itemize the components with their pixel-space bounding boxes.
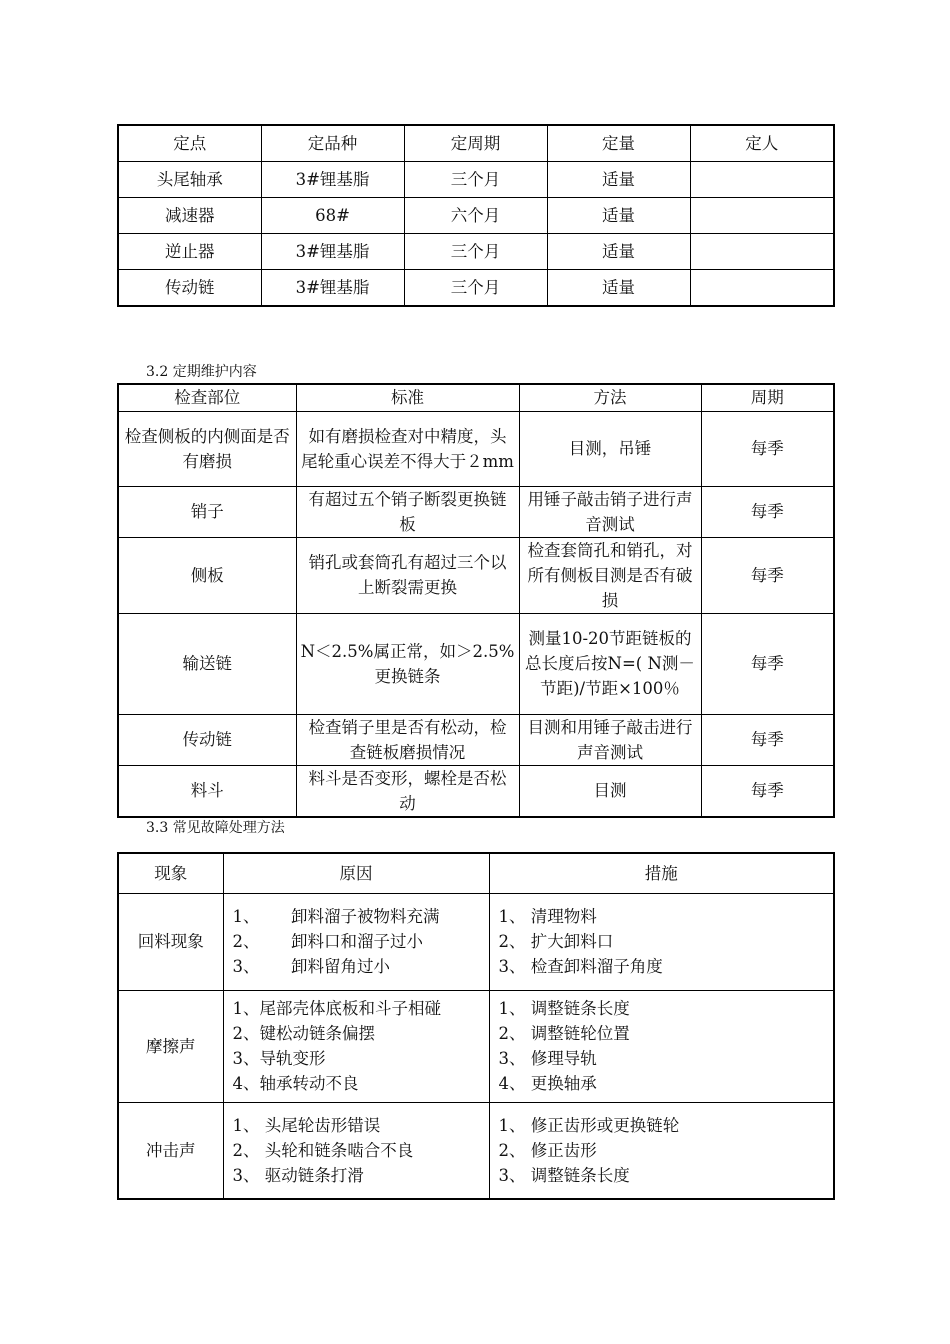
- cause-line: 3、 卸料留角过小: [232, 957, 390, 976]
- header-cell: 标准: [296, 384, 519, 411]
- table-cell: 料斗是否变形，螺栓是否松动: [296, 765, 519, 817]
- cause-line: 3、 驱动链条打滑: [232, 1165, 364, 1185]
- maintenance-table: [117, 383, 835, 818]
- table-cell: 传动链: [118, 270, 261, 307]
- table-cell: 目测: [519, 765, 701, 817]
- cause-line: 2、键松动链条偏摆: [232, 1024, 375, 1043]
- lubrication-table: [117, 124, 835, 307]
- table-cell: 每季: [701, 486, 834, 537]
- table-header-row: [118, 125, 834, 162]
- table-cell: 检查销子里是否有松动，检查链板磨损情况: [296, 714, 519, 765]
- table-cell: 3#锂基脂: [261, 234, 404, 270]
- table-cell: [690, 198, 834, 234]
- table-row: [118, 990, 834, 1102]
- measure-line: 3、 检查卸料溜子角度: [498, 957, 663, 976]
- cause-line: 4、轴承转动不良: [232, 1074, 359, 1093]
- table-cell: 三个月: [404, 162, 547, 198]
- causes-cell: [223, 893, 489, 990]
- table-cell: 三个月: [404, 270, 547, 307]
- table-row: [118, 613, 834, 714]
- table-row: [118, 537, 834, 613]
- measures-cell: [489, 1102, 834, 1199]
- table-row: [118, 1102, 834, 1199]
- cause-line: 3、导轨变形: [232, 1049, 326, 1068]
- table-cell: 检查套筒孔和销孔，对所有侧板目测是否有破损: [519, 537, 701, 613]
- table-cell: 销子: [118, 486, 296, 537]
- causes-cell: [223, 1102, 489, 1199]
- table-cell: 每季: [701, 765, 834, 817]
- table-cell: 逆止器: [118, 234, 261, 270]
- table-row: [118, 411, 834, 486]
- measure-line: 1、 清理物料: [498, 907, 597, 926]
- table-cell: 输送链: [118, 613, 296, 714]
- table-cell: 销孔或套筒孔有超过三个以上断裂需更换: [296, 537, 519, 613]
- measure-line: 2、 修正齿形: [498, 1140, 597, 1160]
- section-title-3-2: 3.2 定期维护内容: [146, 364, 257, 380]
- table-cell: 适量: [547, 198, 690, 234]
- header-cell: 措施: [489, 853, 834, 893]
- table-cell: 适量: [547, 270, 690, 307]
- measure-line: 4、 更换轴承: [498, 1074, 597, 1093]
- table-cell: 传动链: [118, 714, 296, 765]
- phenomenon-cell: 回料现象: [118, 893, 223, 990]
- table-cell: 目测和用锤子敲击进行声音测试: [519, 714, 701, 765]
- header-cell: 方法: [519, 384, 701, 411]
- table-cell: 3#锂基脂: [261, 162, 404, 198]
- measure-line: 3、 修理导轨: [498, 1049, 597, 1068]
- table-cell: N＜2.5%属正常，如＞2.5%更换链条: [296, 613, 519, 714]
- measures-cell: [489, 893, 834, 990]
- table-cell: 每季: [701, 411, 834, 486]
- header-cell: 定周期: [404, 125, 547, 162]
- table-header-row: [118, 384, 834, 411]
- table-cell: 三个月: [404, 234, 547, 270]
- table-cell: 适量: [547, 162, 690, 198]
- table-row: [118, 714, 834, 765]
- section-title-3-3: 3.3 常见故障处理方法: [146, 820, 285, 836]
- table-cell: 有超过五个销子断裂更换链板: [296, 486, 519, 537]
- header-cell: 定点: [118, 125, 261, 162]
- table-row: [118, 765, 834, 817]
- table-cell: 3#锂基脂: [261, 270, 404, 307]
- measure-line: 2、 调整链轮位置: [498, 1024, 630, 1043]
- table-row: [118, 893, 834, 990]
- phenomenon-cell: 冲击声: [118, 1102, 223, 1199]
- table-cell: 用锤子敲击销子进行声音测试: [519, 486, 701, 537]
- cause-line: 2、 卸料口和溜子过小: [232, 932, 423, 951]
- measure-line: 1、 修正齿形或更换链轮: [498, 1115, 680, 1135]
- measure-line: 2、 扩大卸料口: [498, 932, 614, 951]
- table-row: [118, 198, 834, 234]
- table-cell: 检查侧板的内侧面是否有磨损: [118, 411, 296, 486]
- table-cell: [690, 162, 834, 198]
- fault-table: [117, 852, 835, 1200]
- table-cell: 每季: [701, 714, 834, 765]
- table-row: [118, 486, 834, 537]
- measure-line: 1、 调整链条长度: [498, 999, 630, 1018]
- table-cell: [690, 234, 834, 270]
- table-cell: 头尾轴承: [118, 162, 261, 198]
- cause-line: 2、 头轮和链条啮合不良: [232, 1140, 414, 1160]
- table-cell: 测量10-20节距链板的总长度后按N=( N测－节距)/节距×100％: [519, 613, 701, 714]
- header-cell: 周期: [701, 384, 834, 411]
- causes-cell: [223, 990, 489, 1102]
- table-cell: 目测，吊锤: [519, 411, 701, 486]
- table-cell: 每季: [701, 537, 834, 613]
- measures-cell: [489, 990, 834, 1102]
- table-cell: 如有磨损检查对中精度，头尾轮重心误差不得大于２mm: [296, 411, 519, 486]
- table-cell: [690, 270, 834, 307]
- measure-line: 3、 调整链条长度: [498, 1165, 630, 1185]
- header-cell: 检查部位: [118, 384, 296, 411]
- table-cell: 侧板: [118, 537, 296, 613]
- table-cell: 每季: [701, 613, 834, 714]
- table-row: [118, 162, 834, 198]
- header-cell: 定人: [690, 125, 834, 162]
- table-row: [118, 270, 834, 307]
- table-row: [118, 234, 834, 270]
- cause-line: 1、 头尾轮齿形错误: [232, 1115, 381, 1135]
- header-cell: 原因: [223, 853, 489, 893]
- table-header-row: [118, 853, 834, 893]
- phenomenon-cell: 摩擦声: [118, 990, 223, 1102]
- table-cell: 适量: [547, 234, 690, 270]
- header-cell: 现象: [118, 853, 223, 893]
- table-cell: 料斗: [118, 765, 296, 817]
- table-cell: 六个月: [404, 198, 547, 234]
- table-cell: 减速器: [118, 198, 261, 234]
- header-cell: 定品种: [261, 125, 404, 162]
- cause-line: 1、 卸料溜子被物料充满: [232, 907, 440, 926]
- table-cell: 68#: [261, 198, 404, 234]
- header-cell: 定量: [547, 125, 690, 162]
- cause-line: 1、尾部壳体底板和斗子相碰: [232, 999, 441, 1018]
